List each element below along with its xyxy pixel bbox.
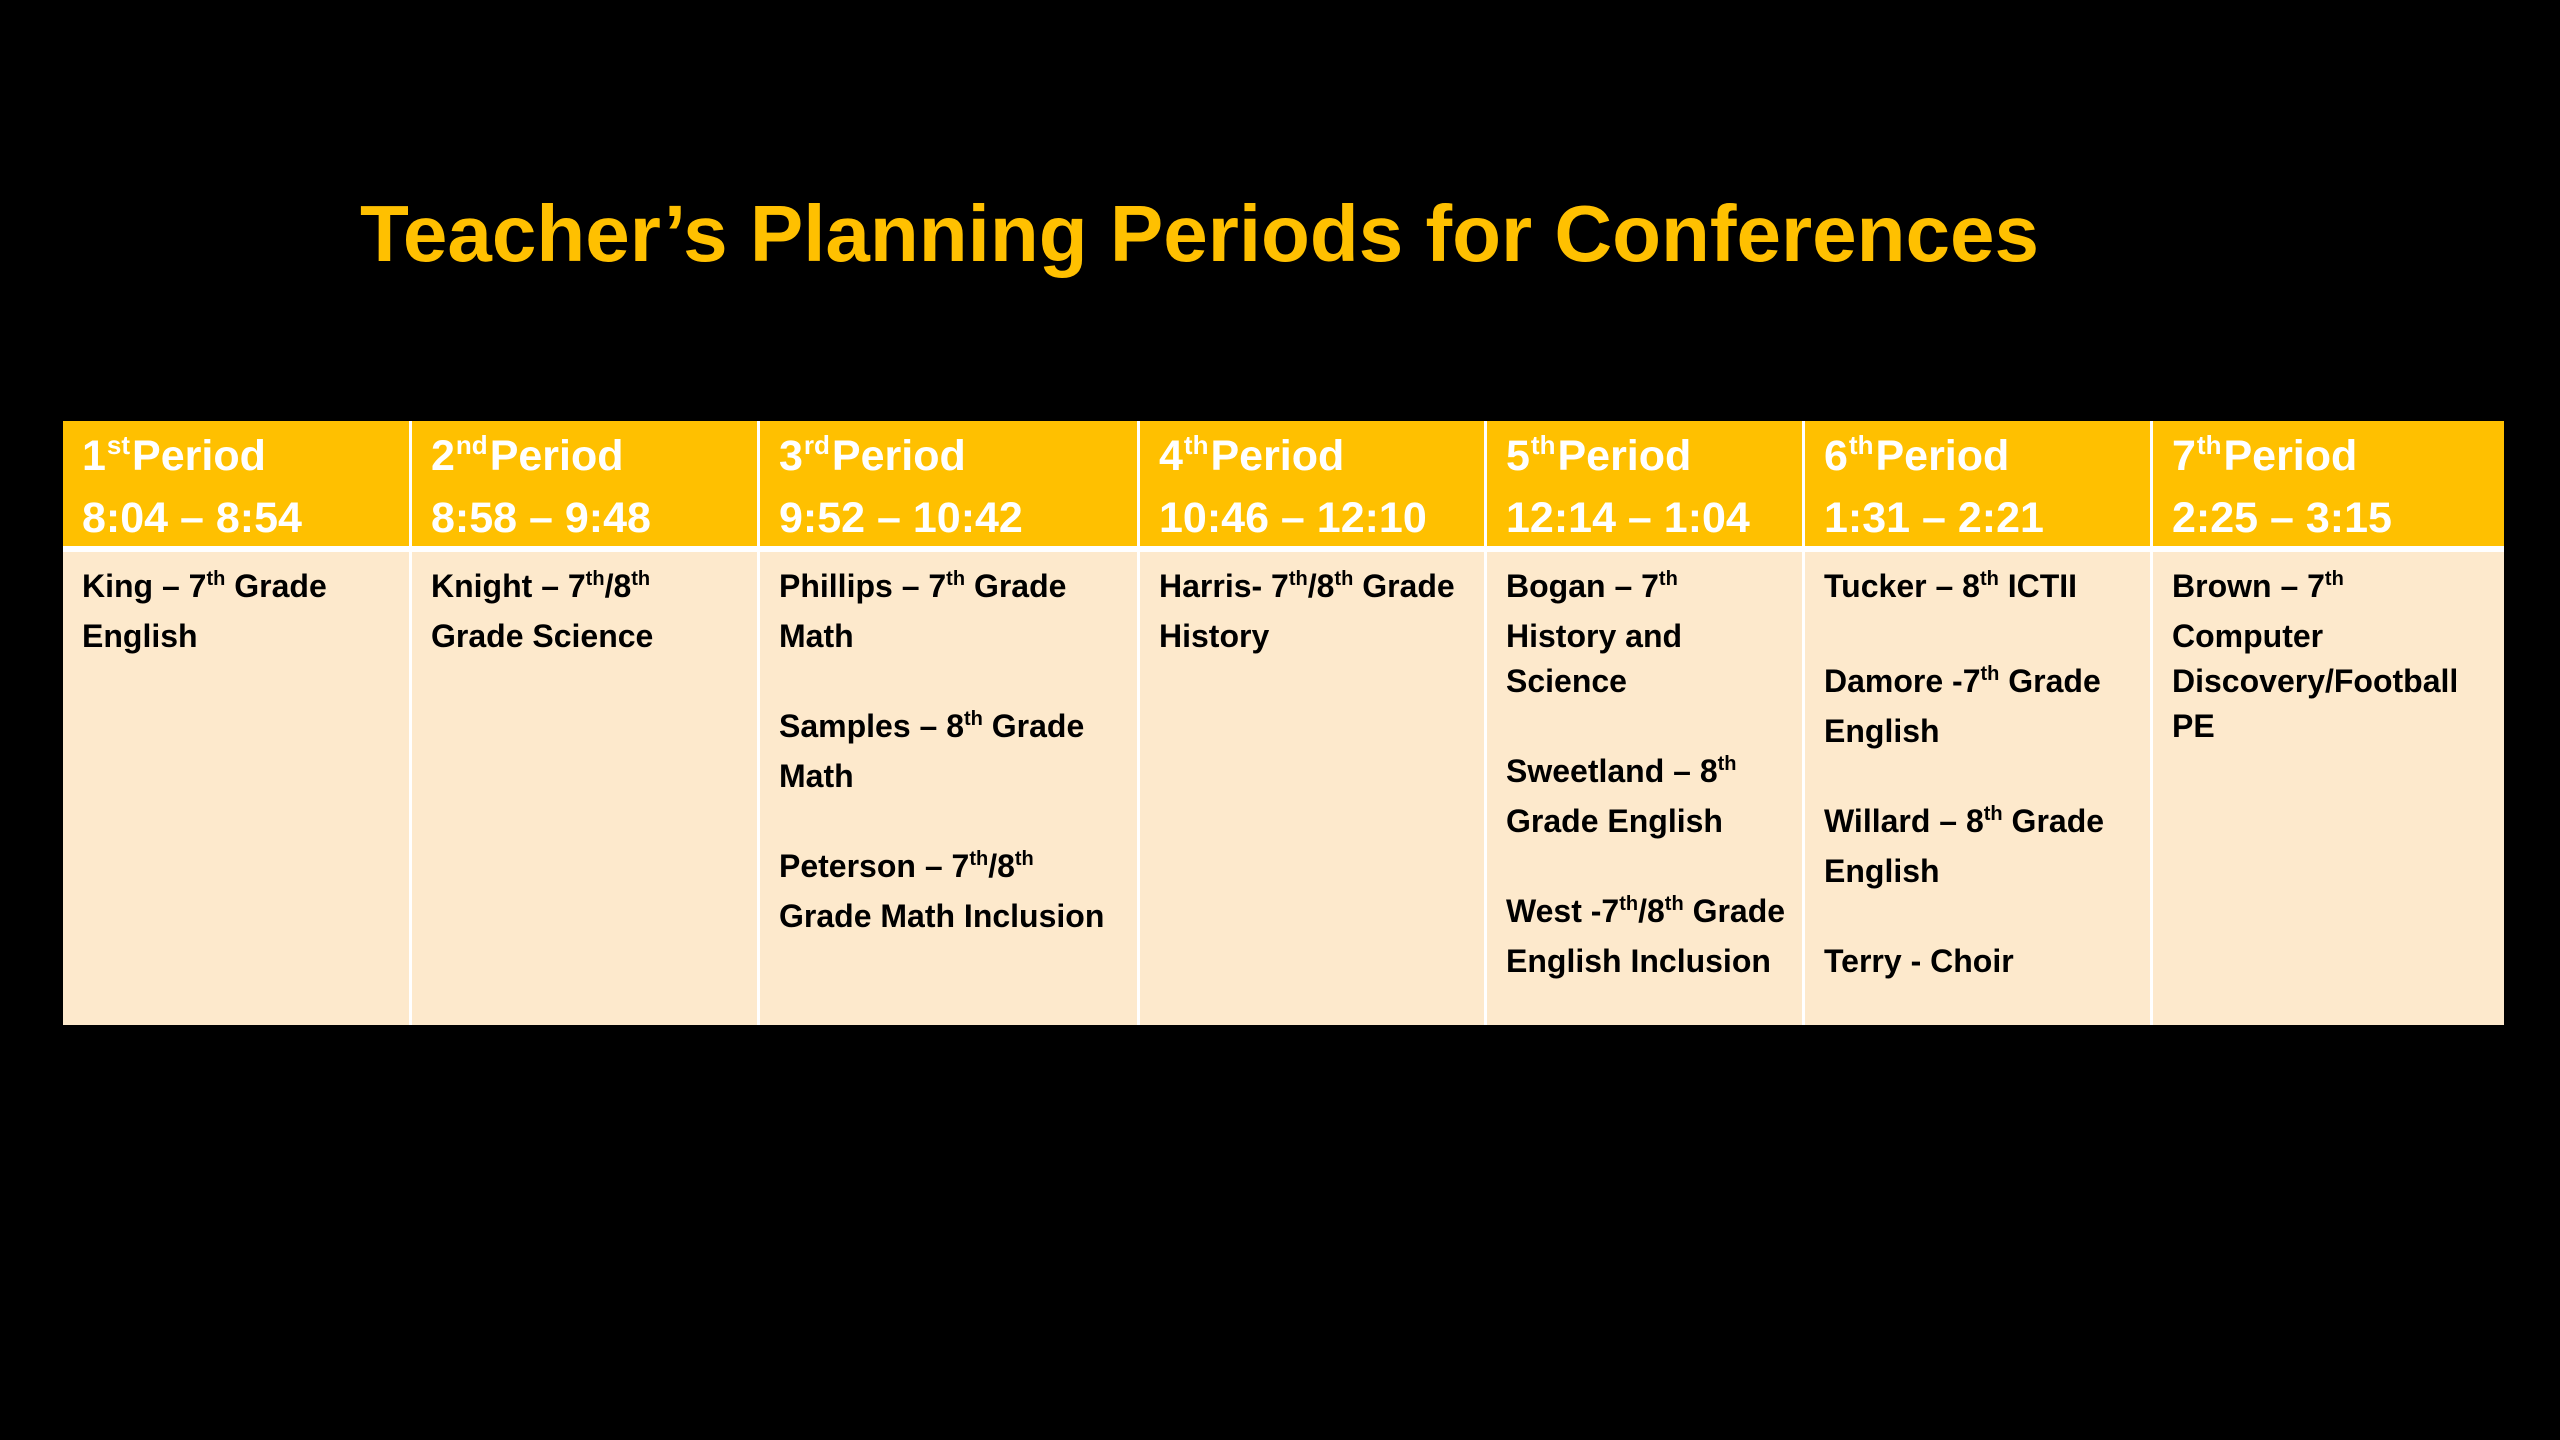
- period-time: 10:46 – 12:10: [1159, 494, 1427, 542]
- period-time: 1:31 – 2:21: [1824, 494, 2044, 542]
- period-label: 3rdPeriod: [779, 430, 966, 480]
- teacher-entry: Samples – 8th Grade Math: [779, 708, 1085, 794]
- period-header-3: [760, 421, 1140, 552]
- period-label: 6thPeriod: [1824, 430, 2010, 480]
- period-teachers-2: [412, 552, 760, 1025]
- slide-title: Teacher’s Planning Periods for Conferences: [360, 189, 2039, 278]
- period-time: 9:52 – 10:42: [779, 494, 1023, 542]
- period-header-5: [1487, 421, 1805, 552]
- period-header-2: [412, 421, 760, 552]
- period-teachers-3: [760, 552, 1140, 1025]
- teacher-entry: Bogan – 7th History and Science: [1506, 568, 1683, 699]
- period-time: 12:14 – 1:04: [1506, 494, 1750, 542]
- teacher-entry: Willard – 8th Grade English: [1824, 803, 2105, 889]
- period-time: 8:04 – 8:54: [82, 494, 302, 542]
- period-teachers-7: [2153, 552, 2504, 1025]
- teacher-entry: Sweetland – 8th Grade English: [1506, 753, 1737, 839]
- period-label: 4thPeriod: [1159, 430, 1345, 480]
- teacher-entry: Tucker – 8th ICTII: [1824, 568, 2078, 604]
- teacher-entry: Phillips – 7th Grade Math: [779, 568, 1067, 654]
- teacher-entry: Harris- 7th/8th Grade History: [1159, 568, 1455, 654]
- planning-periods-table: [63, 421, 2504, 1025]
- teacher-entry: Knight – 7th/8th Grade Science: [431, 568, 654, 654]
- period-label: 2ndPeriod: [431, 430, 624, 480]
- period-teachers-1: [63, 552, 412, 1025]
- teacher-entry: Peterson – 7th/8th Grade Math Inclusion: [779, 848, 1105, 934]
- period-label: 7thPeriod: [2172, 430, 2358, 480]
- period-time: 2:25 – 3:15: [2172, 494, 2392, 542]
- teacher-entry: Terry - Choir: [1824, 943, 2014, 979]
- period-header-1: [63, 421, 412, 552]
- period-teachers-6: [1805, 552, 2153, 1025]
- period-header-6: [1805, 421, 2153, 552]
- teacher-entry: King – 7th Grade English: [82, 568, 327, 654]
- teacher-entry: West -7th/8th Grade English Inclusion: [1506, 893, 1786, 979]
- teacher-entry: Damore -7th Grade English: [1824, 663, 2101, 749]
- period-time: 8:58 – 9:48: [431, 494, 651, 542]
- period-teachers-4: [1140, 552, 1487, 1025]
- teacher-entry: Brown – 7th Computer Discovery/Football PE: [2172, 568, 2459, 744]
- period-teachers-5: [1487, 552, 1805, 1025]
- period-header-7: [2153, 421, 2504, 552]
- period-label: 5thPeriod: [1506, 430, 1692, 480]
- period-label: 1stPeriod: [82, 430, 266, 480]
- period-header-4: [1140, 421, 1487, 552]
